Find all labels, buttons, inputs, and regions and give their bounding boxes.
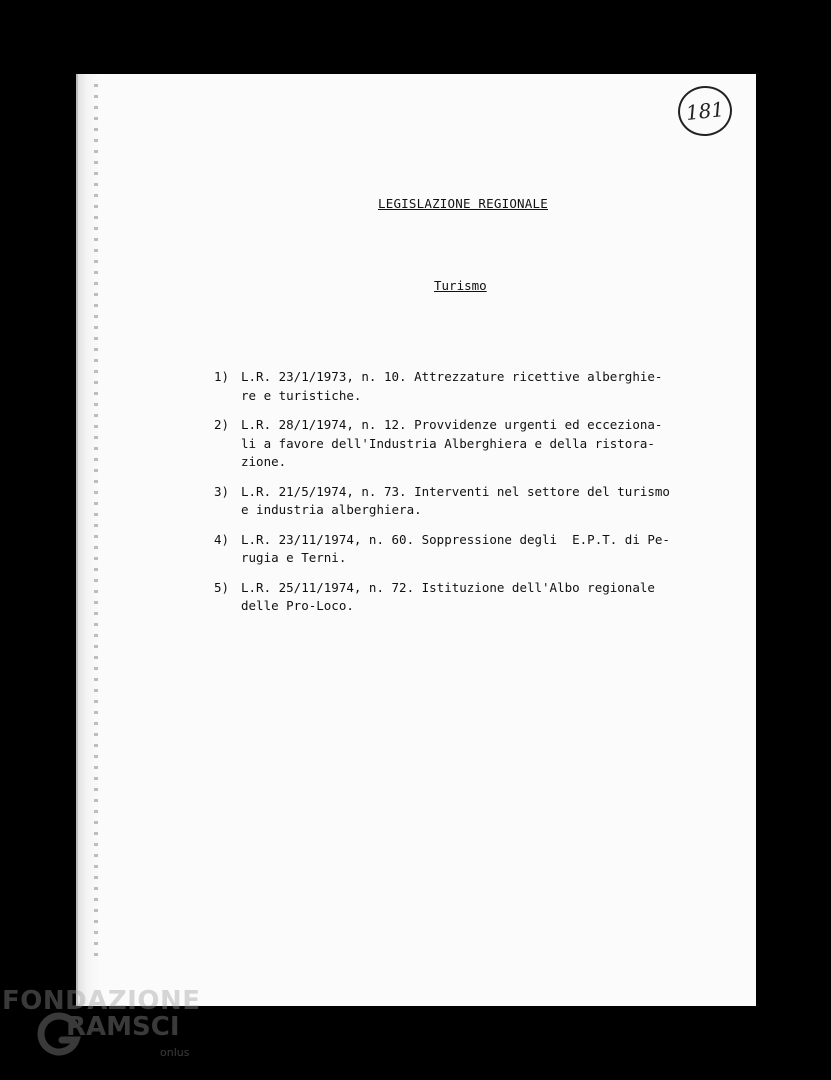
- law-list: [214, 368, 714, 627]
- law-item-text: [241, 416, 662, 472]
- watermark-line-2: RAMSCI: [66, 1012, 180, 1042]
- law-item-line: delle Pro-Loco.: [241, 598, 354, 613]
- law-item-line: L.R. 21/5/1974, n. 73. Interventi nel settore del turismo: [241, 483, 670, 499]
- law-item: [214, 531, 714, 568]
- document-page: [76, 74, 756, 1006]
- law-item-line: zione.: [241, 454, 287, 469]
- law-item-text: [241, 368, 662, 405]
- law-item-text: [241, 579, 655, 616]
- law-item: [214, 368, 714, 405]
- binding-marks: [94, 84, 98, 964]
- section-title: Turismo: [434, 278, 487, 293]
- law-item-number: 4): [214, 531, 230, 547]
- document-title: LEGISLAZIONE REGIONALE: [378, 196, 548, 211]
- law-item-line: L.R. 28/1/1974, n. 12. Provvidenze urgenti ed eccezionа-: [241, 417, 663, 432]
- law-item-line: L.R. 25/11/1974, n. 72. Istituzione dell'Albo regionale: [241, 579, 655, 595]
- law-item-text: [241, 531, 670, 568]
- law-item-line: rugia e Terni.: [241, 550, 347, 565]
- watermark-line-1: FONDAZIONE: [2, 986, 201, 1016]
- law-item: [214, 483, 714, 520]
- law-item: [214, 416, 714, 472]
- binding-edge: [76, 74, 100, 1006]
- law-item-number: 3): [214, 483, 230, 499]
- law-item-number: 1): [214, 369, 230, 384]
- watermark-line-3: onlus: [160, 1046, 190, 1059]
- stamp-number: 181: [684, 97, 726, 125]
- page-number-stamp: [676, 83, 735, 138]
- law-item-line: L.R. 23/1/1973, n. 10. Attrezzature ricettive alberghie-: [241, 369, 663, 384]
- fondazione-gramsci-watermark: [2, 986, 212, 1076]
- law-item-number: 5): [214, 579, 230, 595]
- law-item-text: [241, 483, 670, 520]
- law-item-line: e industria alberghiera.: [241, 502, 422, 517]
- law-item-line: L.R. 23/11/1974, n. 60. Soppressione degli E.P.T. di Pe-: [241, 531, 670, 547]
- law-item-line: re e turistiche.: [241, 387, 362, 403]
- law-item-number: 2): [214, 417, 230, 432]
- law-item-line: li a favore dell'Industria Alberghiera e della ristora-: [241, 435, 655, 451]
- law-item: [214, 579, 714, 616]
